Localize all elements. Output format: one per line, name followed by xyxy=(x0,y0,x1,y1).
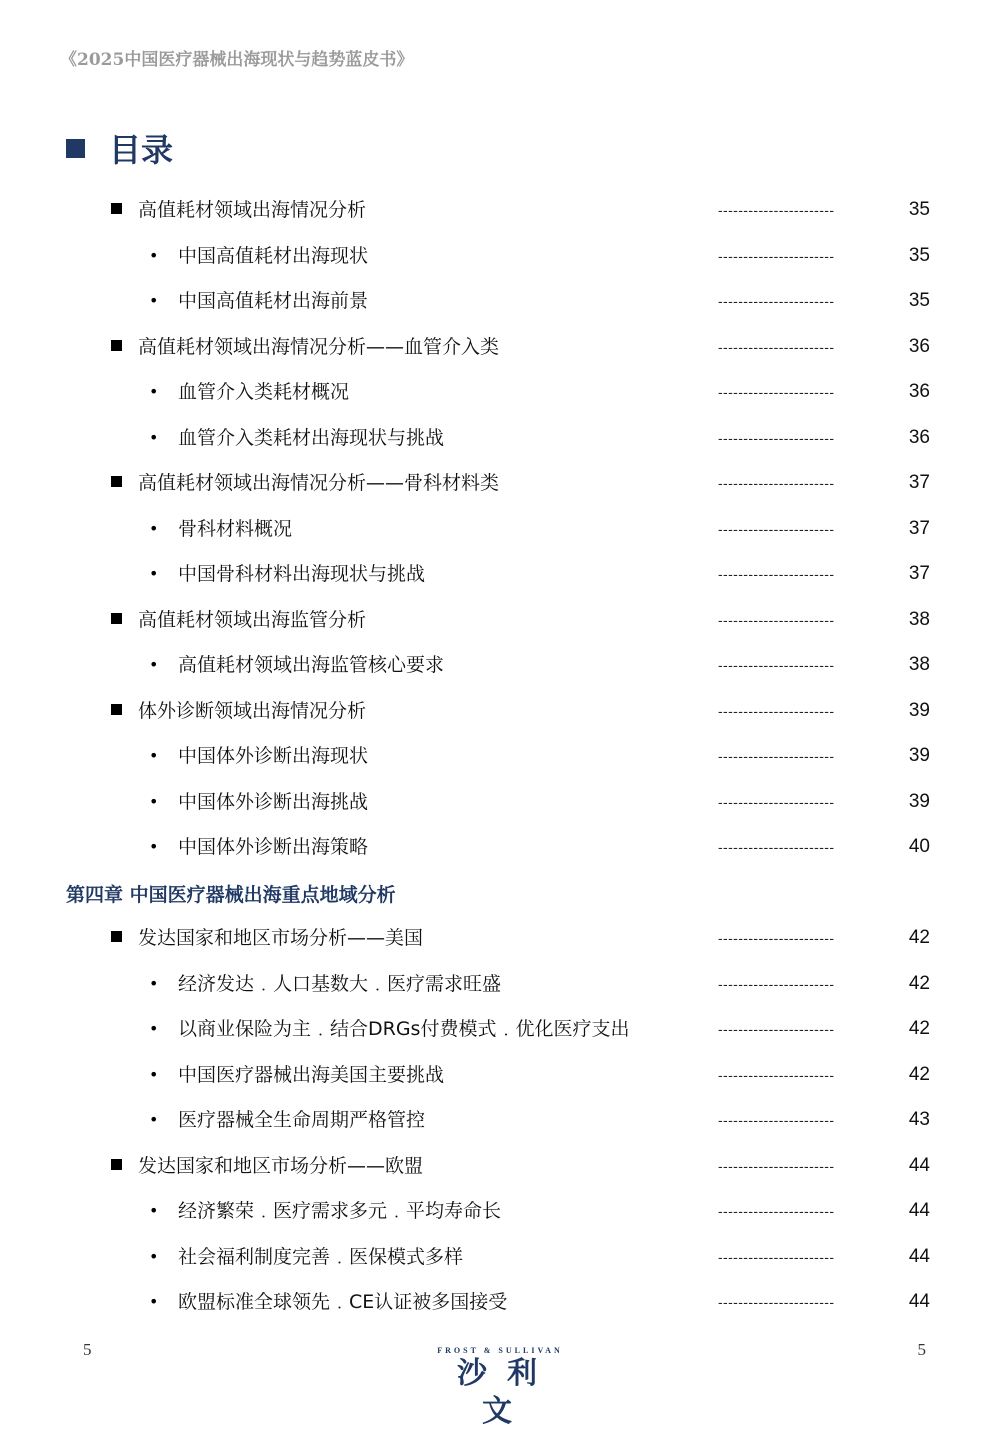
dot-bullet-icon: • xyxy=(149,427,159,447)
toc-entry-label: 骨科材料概况 xyxy=(178,517,293,540)
toc-leader-dashes: ----------------------- xyxy=(718,748,835,764)
toc-leader-dashes: ----------------------- xyxy=(718,1294,835,1310)
page-number-left: 5 xyxy=(83,1340,92,1359)
toc-entry-page-number: 39 xyxy=(908,699,930,721)
toc-entry-label: 高值耗材领域出海情况分析——骨科材料类 xyxy=(138,472,500,494)
toc-entry-label: 血管介入类耗材概况 xyxy=(178,381,350,403)
page-number-right: 5 xyxy=(917,1340,926,1359)
toc-leader-dashes: ----------------------- xyxy=(718,566,835,582)
toc-entry-page-number: 39 xyxy=(908,790,930,812)
toc-leader-dashes: ----------------------- xyxy=(718,429,835,446)
square-bullet-icon xyxy=(111,470,122,496)
toc-entry[interactable] xyxy=(0,1062,997,1088)
logo-english-text: FROST & SULLIVAN xyxy=(437,1346,563,1355)
toc-leader-dashes: ----------------------- xyxy=(718,975,835,992)
toc-leader-dashes: ----------------------- xyxy=(718,202,835,218)
dot-bullet-icon: • xyxy=(149,1201,159,1220)
dot-bullet-icon: • xyxy=(149,1019,159,1038)
toc-entry-label: 高值耗材领域出海情况分析——血管介入类 xyxy=(138,335,500,358)
toc-leader-dashes: ----------------------- xyxy=(718,338,835,355)
toc-entry-page-number: 35 xyxy=(908,290,930,311)
toc-entry[interactable] xyxy=(0,1153,997,1179)
dot-bullet-icon: • xyxy=(149,564,159,583)
toc-entry[interactable] xyxy=(0,971,997,997)
dot-bullet-icon: • xyxy=(149,791,159,811)
square-bullet-icon xyxy=(111,925,122,951)
dot-bullet-icon: • xyxy=(149,382,159,401)
frost-sullivan-logo xyxy=(420,1346,580,1431)
toc-leader-dashes: ----------------------- xyxy=(718,1203,835,1219)
toc-entry-label: 经济发达﹒人口基数大﹒医疗需求旺盛 xyxy=(178,972,502,995)
toc-entry-label: 中国医疗器械出海美国主要挑战 xyxy=(178,1063,445,1086)
dot-bullet-icon: • xyxy=(149,1064,159,1084)
square-bullet-icon xyxy=(111,698,122,724)
toc-leader-dashes: ----------------------- xyxy=(718,1112,835,1128)
heading-square-icon xyxy=(66,139,85,158)
chapter-heading: 第四章 中国医疗器械出海重点地域分析 xyxy=(66,884,396,906)
toc-entry-page-number: 37 xyxy=(908,563,930,584)
toc-entry-label: 血管介入类耗材出海现状与挑战 xyxy=(178,426,445,449)
toc-entry-page-number: 39 xyxy=(908,745,930,766)
toc-entry[interactable] xyxy=(0,1198,997,1224)
dot-bullet-icon: • xyxy=(149,655,159,674)
toc-entry[interactable] xyxy=(0,925,997,951)
toc-entry[interactable] xyxy=(0,379,997,405)
toc-entry-page-number: 44 xyxy=(908,1291,930,1312)
toc-leader-dashes: ----------------------- xyxy=(718,1066,835,1083)
toc-leader-dashes: ----------------------- xyxy=(718,520,835,537)
toc-entry[interactable] xyxy=(0,561,997,587)
toc-entry-page-number: 40 xyxy=(908,836,930,857)
toc-entry-label: 发达国家和地区市场分析——美国 xyxy=(138,927,424,949)
document-title-header: 《2025中国医疗器械出海现状与趋势蓝皮书》 xyxy=(60,50,414,70)
toc-heading xyxy=(66,127,173,169)
toc-entry-label: 中国体外诊断出海现状 xyxy=(178,745,369,767)
toc-entry[interactable] xyxy=(0,1289,997,1315)
toc-leader-dashes: ----------------------- xyxy=(718,930,835,946)
toc-entry-label: 经济繁荣﹒医疗需求多元﹒平均寿命长 xyxy=(178,1200,502,1222)
toc-entry[interactable] xyxy=(0,698,997,724)
toc-entry-label: 中国体外诊断出海挑战 xyxy=(178,790,369,813)
toc-entry-label: 高值耗材领域出海情况分析 xyxy=(138,199,367,221)
toc-entry-label: 发达国家和地区市场分析——欧盟 xyxy=(138,1154,424,1177)
toc-leader-dashes: ----------------------- xyxy=(718,1157,835,1174)
dot-bullet-icon: • xyxy=(149,1110,159,1129)
dot-bullet-icon: • xyxy=(149,1246,159,1266)
toc-entry[interactable] xyxy=(0,243,997,269)
toc-leader-dashes: ----------------------- xyxy=(718,475,835,491)
toc-leader-dashes: ----------------------- xyxy=(718,247,835,264)
square-bullet-icon xyxy=(111,1153,122,1179)
square-bullet-icon xyxy=(111,334,122,360)
toc-entry-page-number: 37 xyxy=(908,517,930,539)
toc-entry-page-number: 38 xyxy=(908,654,930,675)
toc-leader-dashes: ----------------------- xyxy=(718,384,835,400)
toc-entry-label: 以商业保险为主﹒结合DRGs付费模式﹒优化医疗支出 xyxy=(178,1018,630,1040)
toc-leader-dashes: ----------------------- xyxy=(718,839,835,855)
toc-leader-dashes: ----------------------- xyxy=(718,793,835,810)
toc-entry[interactable] xyxy=(0,288,997,314)
toc-entry-label: 中国高值耗材出海现状 xyxy=(178,244,369,267)
toc-entry[interactable] xyxy=(0,652,997,678)
toc-leader-dashes: ----------------------- xyxy=(718,611,835,628)
toc-entry-page-number: 35 xyxy=(908,244,930,266)
toc-entry[interactable] xyxy=(0,470,997,496)
toc-entry-page-number: 42 xyxy=(908,927,930,948)
toc-entry-label: 体外诊断领域出海情况分析 xyxy=(138,699,367,722)
dot-bullet-icon: • xyxy=(149,837,159,856)
toc-entry-page-number: 43 xyxy=(908,1109,930,1130)
toc-entry[interactable] xyxy=(0,1244,997,1270)
toc-entry-label: 医疗器械全生命周期严格管控 xyxy=(178,1109,426,1131)
toc-entry[interactable] xyxy=(0,834,997,860)
dot-bullet-icon: • xyxy=(149,245,159,265)
square-bullet-icon xyxy=(111,197,122,223)
toc-entry-page-number: 42 xyxy=(908,1063,930,1085)
toc-entry-label: 社会福利制度完善﹒医保模式多样 xyxy=(178,1245,464,1268)
toc-entry[interactable] xyxy=(0,607,997,633)
dot-bullet-icon: • xyxy=(149,291,159,310)
toc-title: 目录 xyxy=(109,131,174,169)
toc-entry-label: 高值耗材领域出海监管分析 xyxy=(138,608,367,631)
toc-entry-page-number: 36 xyxy=(908,381,930,402)
toc-entry[interactable] xyxy=(0,334,997,360)
toc-entry-label: 中国高值耗材出海前景 xyxy=(178,290,369,312)
toc-entry-label: 中国体外诊断出海策略 xyxy=(178,836,369,858)
toc-entry[interactable] xyxy=(0,197,997,223)
toc-entry-page-number: 38 xyxy=(908,608,930,630)
toc-leader-dashes: ----------------------- xyxy=(718,293,835,309)
toc-entry[interactable] xyxy=(0,789,997,815)
toc-leader-dashes: ----------------------- xyxy=(718,1021,835,1037)
toc-entry-page-number: 44 xyxy=(908,1200,930,1221)
toc-entry-page-number: 37 xyxy=(908,472,930,493)
toc-entry-page-number: 44 xyxy=(908,1245,930,1267)
toc-entry-page-number: 35 xyxy=(908,199,930,220)
dot-bullet-icon: • xyxy=(149,518,159,538)
toc-entry-label: 中国骨科材料出海现状与挑战 xyxy=(178,563,426,585)
square-bullet-icon xyxy=(111,607,122,633)
toc-entry[interactable] xyxy=(0,1016,997,1042)
dot-bullet-icon: • xyxy=(149,1292,159,1311)
toc-leader-dashes: ----------------------- xyxy=(718,657,835,673)
toc-entry-page-number: 36 xyxy=(908,426,930,448)
toc-entry-page-number: 36 xyxy=(908,335,930,357)
toc-leader-dashes: ----------------------- xyxy=(718,702,835,719)
toc-entry[interactable] xyxy=(0,743,997,769)
dot-bullet-icon: • xyxy=(149,746,159,765)
toc-entry-page-number: 42 xyxy=(908,972,930,994)
toc-entry-page-number: 42 xyxy=(908,1018,930,1039)
dot-bullet-icon: • xyxy=(149,973,159,993)
toc-entry-page-number: 44 xyxy=(908,1154,930,1176)
toc-leader-dashes: ----------------------- xyxy=(718,1248,835,1265)
toc-entry-label: 高值耗材领域出海监管核心要求 xyxy=(178,654,445,676)
toc-entry[interactable] xyxy=(0,425,997,451)
toc-entry-label: 欧盟标准全球领先﹒CE认证被多国接受 xyxy=(178,1291,508,1313)
logo-chinese-text: 沙利文 xyxy=(457,1356,557,1429)
toc-entry[interactable] xyxy=(0,516,997,542)
toc-entry[interactable] xyxy=(0,1107,997,1133)
